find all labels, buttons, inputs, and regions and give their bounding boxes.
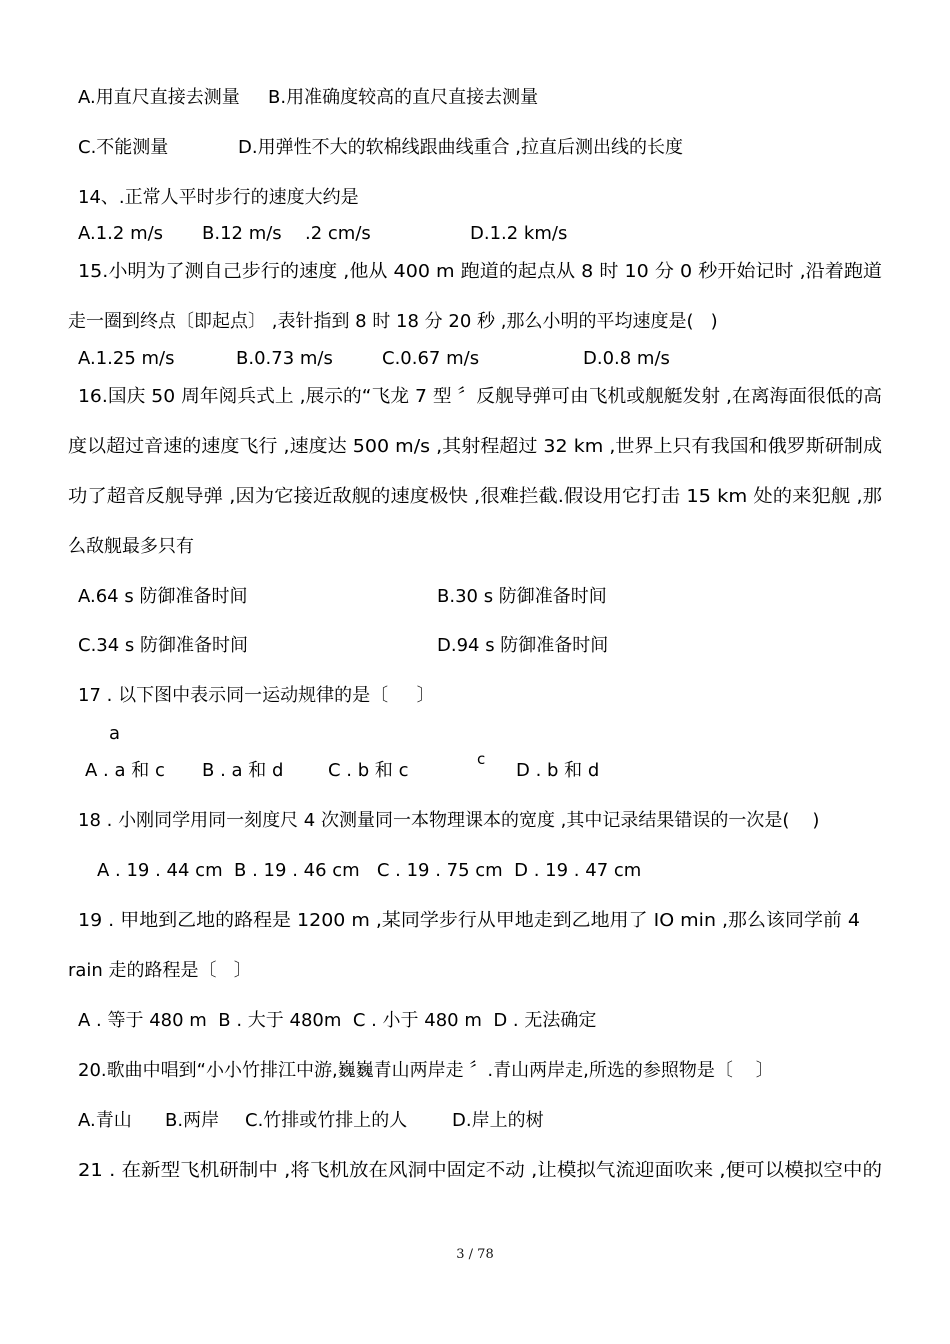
- q17-option-a: A . a 和 c: [85, 760, 165, 781]
- q21-line-1-text: 21 . 在新型飞机研制中 ,将飞机放在风洞中固定不动 ,让模拟气流迎面吹来 ,便可以模拟空中的: [78, 1160, 882, 1181]
- q20-option-c: C.竹排或竹排上的人: [245, 1110, 408, 1131]
- q15-line-1-text: 15.小明为了测自己步行的速度 ,他从 400 m 跑道的起点从 8 时 10 分 0 秒开始记时 ,沿着跑道: [78, 261, 882, 282]
- q14-stem: 14、.正常人平时步行的速度大约是: [78, 187, 359, 208]
- q15-option-d: D.0.8 m/s: [583, 348, 670, 369]
- q18-stem: 18 . 小刚同学用同一刻度尺 4 次测量同一本物理课本的宽度 ,其中记录结果错误的一次是( ): [78, 810, 820, 831]
- q16-option-a: A.64 s 防御准备时间: [78, 586, 248, 607]
- q21-line-1: [78, 1159, 882, 1207]
- q16-line-2-text: 度以超过音速的速度飞行 ,速度达 500 m/s ,其射程超过 32 km ,世界上只有我国和俄罗斯研制成: [68, 436, 882, 457]
- q13-option-c: C.不能测量: [78, 137, 169, 158]
- q17-figure-label-c: c: [477, 750, 486, 768]
- q13-option-d: D.用弹性不大的软棉线跟曲线重合 ,拉直后测出线的长度: [238, 137, 684, 158]
- q14-option-d: D.1.2 km/s: [470, 223, 568, 244]
- q16-line-1-text: 16.国庆 50 周年阅兵式上 ,展示的“飞龙 7 型 〞反舰导弹可由飞机或舰艇发射 ,在离海面很低的高: [78, 386, 882, 407]
- q14-option-c: .2 cm/s: [305, 223, 371, 244]
- q13-option-b: B.用准确度较高的直尺直接去测量: [268, 87, 539, 108]
- q17-stem: 17 . 以下图中表示同一运动规律的是〔 〕: [78, 685, 435, 706]
- q15-option-a: A.1.25 m/s: [78, 348, 175, 369]
- q14-option-b: B.12 m/s: [202, 223, 282, 244]
- q16-line-3: [68, 485, 882, 533]
- q19-line-2: rain 走的路程是〔 〕: [68, 960, 252, 981]
- q17-option-b: B . a 和 d: [202, 760, 284, 781]
- q15-line-2: 走一圈到终点〔即起点〕 ,表针指到 8 时 18 分 20 秒 ,那么小明的平均速度是( ): [68, 311, 718, 332]
- q20-option-d: D.岸上的树: [452, 1110, 544, 1131]
- q19-line-1-text: 19 . 甲地到乙地的路程是 1200 m ,某同学步行从甲地走到乙地用了 IO min ,那么该同学前 4: [78, 910, 860, 931]
- q13-option-a: A.用直尺直接去测量: [78, 87, 240, 108]
- page-number: 3 / 78: [456, 1247, 494, 1262]
- q18-options: A . 19 . 44 cm B . 19 . 46 cm C . 19 . 75 cm D . 19 . 47 cm: [97, 860, 642, 881]
- q15-option-b: B.0.73 m/s: [236, 348, 333, 369]
- q15-line-1: [78, 260, 882, 308]
- q16-option-b: B.30 s 防御准备时间: [437, 586, 607, 607]
- q16-line-2: [68, 435, 882, 483]
- q20-option-b: B.两岸: [165, 1110, 220, 1131]
- q19-options: A . 等于 480 m B . 大于 480m C . 小于 480 m D . 无法确定: [78, 1010, 597, 1031]
- q16-option-d: D.94 s 防御准备时间: [437, 635, 609, 656]
- q20-option-a: A.青山: [78, 1110, 132, 1131]
- q17-option-d: D . b 和 d: [516, 760, 600, 781]
- q16-option-c: C.34 s 防御准备时间: [78, 635, 249, 656]
- q20-stem: 20.歌曲中唱到“小小竹排江中游,巍巍青山两岸走 〞.青山两岸走,所选的参照物是〔 〕: [78, 1060, 774, 1081]
- q15-option-c: C.0.67 m/s: [382, 348, 480, 369]
- q16-line-3-text: 功了超音反舰导弹 ,因为它接近敌舰的速度极快 ,很难拦截.假设用它打击 15 km 处的来犯舰 ,那: [68, 486, 882, 507]
- q16-line-1: [78, 385, 882, 433]
- q16-line-4: 么敌舰最多只有: [68, 536, 194, 557]
- q17-option-c: C . b 和 c: [328, 760, 409, 781]
- q17-figure-label-a: a: [109, 723, 121, 744]
- q14-option-a: A.1.2 m/s: [78, 223, 164, 244]
- q19-line-1: [78, 909, 860, 957]
